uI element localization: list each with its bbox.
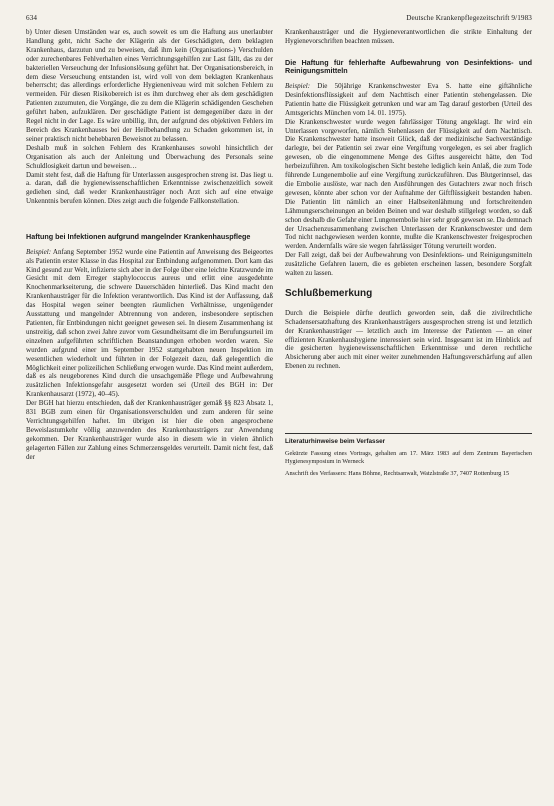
page-header (26, 14, 532, 22)
spacer (26, 206, 273, 224)
footnote: Gekürzte Fassung eines Vortrags, gehalten am 17. März 1983 auf dem Zentrum Bayerischen Hygienesymposium in Werneck (285, 449, 532, 465)
example-text: Anfang September 1952 wurde eine Patientin auf Anweisung des Beigeortes als Patientin erster Klasse in das Hospital zur Entbindung aufgenommen. Dort kam das Kind gesund zur Welt, infizierte sich aber in der Folge über eine leichte Kratzwunde im Gesicht mit dem Erreger staphylococcus aureus und erlitt eine ausgedehnte Knochenmarkseiterung, die schwere Dauerschäden hinterließ. Das Kind macht den Krankenhausträger für die Infektion verantwortlich. Das Kind ist der Auffassung, daß das Hospital wegen seiner beengten räumlichen Verhältnisse, ungenügender Ausstattung und mangelnder Abtrennung von anderen, insbesondere septischen Patienten, für Entbindungen nicht geeignet gewesen sei. In diesem Zusammenhang ist unstreitig, daß schon zwei Jahre zuvor vom Gesundheitsamt die im Berufungsurteil im einzelnen aufgeführten schriftlichen Beanstandungen erhoben worden waren. Sie wurden aufgrund einer im September 1952 stattgehabten neuen Inspektion im wesentlichen wiederholt und führten in der Folgezeit dazu, daß gelegentlich die Möglichkeit einer polizeilichen Schließung erwogen wurde. Das Kind meint außerdem, daß es als neugeborenes Kind durch die unsachgemäße Pflege und Aufbewahrung zusätzlichen Infektionsgefahr ausgesetzt worden sei (Urteil des BGH in: Der Krankenhausarzt (1972), 40–45). (26, 247, 274, 399)
example-label: Beispiel: (26, 247, 52, 256)
example-text: Die 50jährige Krankenschwester Eva S. hatte eine giftähnliche Desinfektionsflüssigkeit auf dem Nachttisch einer Patientin stehengelassen. Die Patientin hatte die Flüssigkeit getrunken und war am Tag darauf gestorben (Urteil des Amtsgerichts München vom 14. 01. 1975). (285, 82, 533, 117)
author-address: Anschrift des Verfassers: Hans Böhme, Rechtsanwalt, Watzlstraße 37, 7407 Rottenburg 15 (285, 469, 510, 477)
paragraph (26, 248, 273, 399)
spacer (285, 46, 532, 50)
left-column (26, 28, 273, 481)
paragraph: Krankenhausträger und die Hygieneverantwortlichen die strikte Einhaltung der Hygienevorschriften beachten müssen. (285, 28, 532, 45)
section-heading: Haftung bei Infektionen aufgrund mangelnder Krankenhauspflege (26, 232, 251, 242)
closing-heading: Schlußbemerkung (285, 287, 373, 299)
spacer (285, 371, 532, 427)
page-number: 634 (26, 14, 38, 22)
paragraph: Deshalb muß in solchen Fehlern des Krankenhauses sowohl hinsichtlich der Organisation als auch der Anleitung und Überwachung des Personals seine Schuldlosigkeit dartun und beweisen… (26, 143, 273, 170)
journal-title: Deutsche Krankenpflegezeitschrift 9/1983 (406, 14, 532, 22)
literature-title: Literaturhinweise beim Verfasser (285, 438, 386, 446)
paragraph: b) Unter diesen Umständen war es, auch soweit es um die Haftung aus unerlaubter Handlung geht, nicht Sache der Klägerin als der Geschädigten, dem beklagten Krankenhaus, darzutun und zu beweisen, daß ihm kein (Organisations-) Verschulden oder zurechenbares Fehlverhalten eines Verrichtungsgehilfen zur Last fällt, das zu der bakteriellen Verseuchung der Infusionslösung geführt hat. Der Organisationsbereich, in dem diese Verseuchung entstanden ist, wird voll von dem beklagten Krankenhaus beherrscht; das allerdings erforderliche Hygieneniveau wird mit solchen Fehlern zu vermeiden. Für diesen Risikobereich ist es ihm durchweg eher als dem geschädigten Patienten zuzumuten, die Vorgänge, die zu dem die Klägerin schädigenden Geschehen geführt haben, aufzuklären. Der geschädigte Patient ist demgegenüber dazu in der Regel nicht in der Lage. Es wäre unbillig, ihn, der aufgrund des objektiven Fehlers im Bereich des Krankenhauses bei der Heilbehandlung zu Schaden gekommen ist, in seiner praktisch nicht behebbaren Beweisnot zu belassen. (26, 28, 273, 143)
section-heading: Die Haftung für fehlerhafte Aufbewahrung von Desinfektions- und Reinigungsmitteln (285, 57, 532, 76)
right-column (285, 28, 532, 481)
text-columns (26, 28, 532, 481)
paragraph: Der BGH hat hierzu entschieden, daß der Krankenhausträger gemäß §§ 823 Absatz 1, 831 BGB zum einen für Organisationsverschulden und zum anderen für seine Verrichtungsgehilfen haftet. Im übrigen ist hier die oben angesprochene Beweislastumkehr völlig anzuwenden des Krankenhausträgers zur Anwendung gekommen. Der Krankenhausträger wurde also in diesem wie in vielen ähnlich gelagerten Fällen zur Zahlung eines Schmerzensgeldes verurteilt. Damit nicht fest, daß der (26, 399, 273, 461)
paragraph: Damit steht fest, daß die Haftung für Unterlassen ausgesprochen streng ist. Das liegt u. a. daran, daß die hygienewissenschaftlichen Erkenntnisse zwischenzeitlich soweit gediehen sind, daß weder Krankenhausträger noch Arzt sich auf eine etwaige Unkenntnis berufen können. Dies zeigt auch die folgende Fallkonstellation. (26, 170, 273, 206)
paragraph: Durch die Beispiele dürfte deutlich geworden sein, daß die zivilrechtliche Schadensersatzhaftung des Krankenhausträgers ausgesprochen streng ist und letztlich der Krankenhausträger — letztlich auch im Interesse der Patienten — an einer effizienten Krankenhaushygiene interessiert sein wird. Insgesamt ist im Hinblick auf die gesicherten hygienewissenschaftlichen Erkenntnisse und deren rechtliche Absicherung aber auch mit einer weiter zunehmenden Haftungsverschärfung auf allen Ebenen zu rechnen. (285, 308, 532, 371)
example-label: Beispiel: (285, 82, 311, 90)
literature-box (285, 433, 532, 477)
paragraph: Die Krankenschwester wurde wegen fahrlässiger Tötung angeklagt. Ihr wird ein Unterlassen vorgeworfen, nämlich Stehenlassen der Flüssigkeit auf dem Nachttisch. Die Krankenschwester hatte insoweit Glück, daß der medizinische Sachverständige darlegte, bei der Patientin sei zwar eine Vergiftung vorgelegen, es sei aber fraglich gewesen, ob die eingenommene Menge des Giftes ausgereicht hätte, den Tod herbeizuführen. Am toxikologischen Sicht bestehe lediglich kein Anlaß, die zum Tode führende Lungenembolie auf eine Vergiftung zurückzuführen. Das Blutgerinnsel, das die Embolie auslöste, war nach den Ausführungen des Gutachters zwar noch frisch gewesen, könnte aber schon vor der Aufnahme der Giftflüssigkeit bestanden haben. Die Patientin litt nämlich an einer Halbseitenlähmung und fortschreitenden Lähmungserscheinungen an beiden Beinen und war deshalb stillgelegt worden, so daß schon deshalb die Gefahr einer Lungenembolie hier sehr groß gewesen se. Da demnach der Ursachenzusammenhang zwischen Unterlassen der Krankenschwester und dem Tod nicht nachgewiesen werden konnte, mußte die Krankenschwester freigesprochen werden. Andernfalls wäre sie wegen fahrlässiger Tötung verurteilt worden. (285, 117, 532, 251)
paragraph: Der Fall zeigt, daß bei der Aufbewahrung von Desinfektions- und Reinigungsmitteln zusätzliche Gefahren lauern, die es gebieten erscheinen lassen, besondere Sorgfalt walten zu lassen. (285, 251, 532, 278)
paragraph (285, 82, 532, 118)
